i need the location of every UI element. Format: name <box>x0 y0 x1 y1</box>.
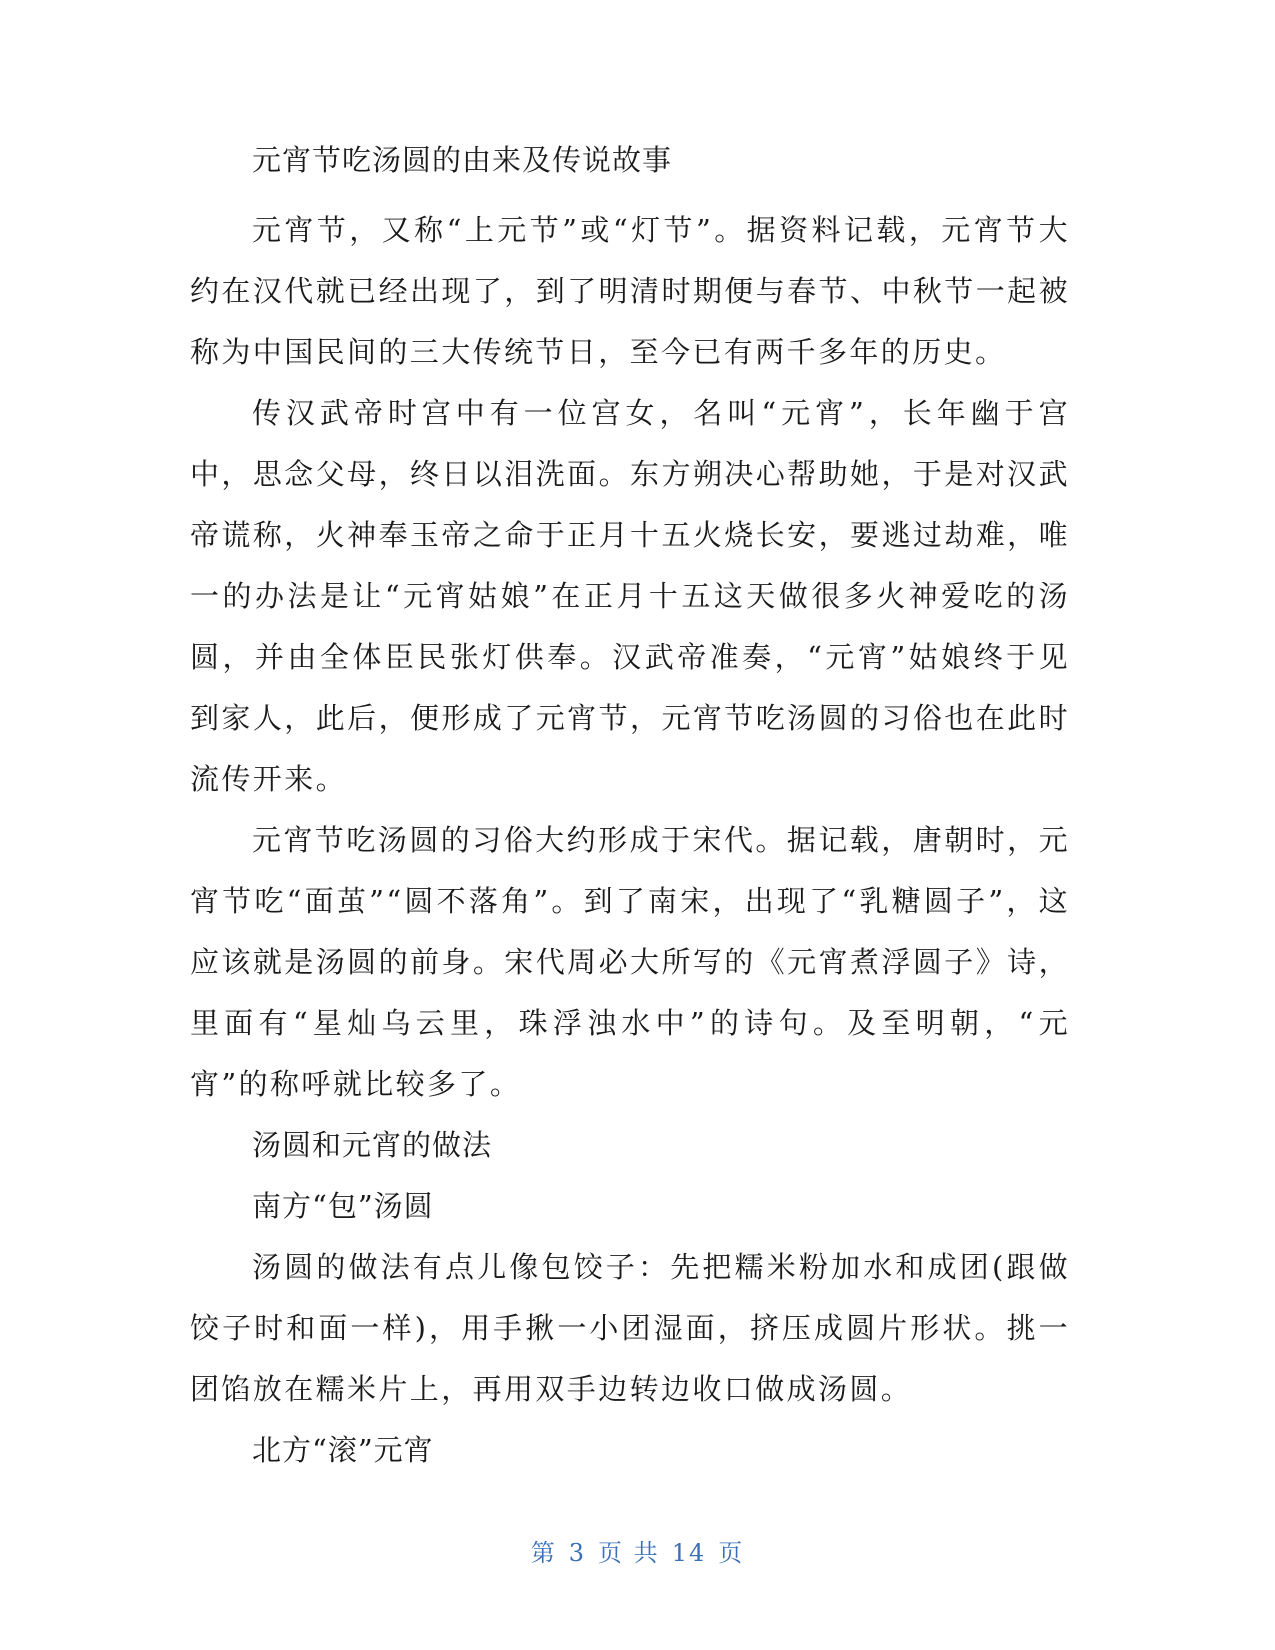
subsection-title-north: 北方“滚”元宵 <box>252 1433 434 1467</box>
footer-prefix: 第 <box>530 1539 557 1567</box>
footer-middle: 页 共 <box>598 1539 660 1567</box>
section-title-methods: 汤圆和元宵的做法 <box>252 1128 493 1162</box>
paragraph-intro: 元宵节，又称“上元节”或“灯节”。据资料记载，元宵节大约在汉代就已经出现了，到了明清时期便与春节、中秋节一起被称为中国民间的三大传统节日，至今已有两千多年的历史。 <box>190 213 1070 369</box>
footer-total-pages: 14 <box>671 1539 707 1567</box>
paragraph-history: 元宵节吃汤圆的习俗大约形成于宋代。据记载，唐朝时，元宵节吃“面茧”“圆不落角”。到了南宋，出现了“乳糖圆子”，这应该就是汤圆的前身。宋代周必大所写的《元宵煮浮圆子》诗，里面有“星灿乌云里，珠浮浊水中”的诗句。及至明朝，“元宵”的称呼就比较多了。 <box>190 823 1070 1101</box>
footer-page-number: 3 <box>568 1539 587 1567</box>
subsection-title-south: 南方“包”汤圆 <box>252 1189 434 1223</box>
footer-suffix: 页 <box>718 1539 745 1567</box>
page-footer <box>0 1538 1275 1568</box>
document-body <box>190 140 1070 1481</box>
paragraph-legend: 传汉武帝时宫中有一位宫女，名叫“元宵”，长年幽于宫中，思念父母，终日以泪洗面。东方朔决心帮助她，于是对汉武帝谎称，火神奉玉帝之命于正月十五火烧长安，要逃过劫难，唯一的办法是让“元宵姑娘”在正月十五这天做很多火神爱吃的汤圆，并由全体臣民张灯供奉。汉武帝准奏，“元宵”姑娘终于见到家人，此后，便形成了元宵节，元宵节吃汤圆的习俗也在此时流传开来。 <box>190 396 1070 796</box>
document-title: 元宵节吃汤圆的由来及传说故事 <box>252 143 673 177</box>
paragraph-south-method: 汤圆的做法有点儿像包饺子：先把糯米粉加水和成团(跟做饺子时和面一样)，用手揪一小团湿面，挤压成圆片形状。挑一团馅放在糯米片上，再用双手边转边收口做成汤圆。 <box>190 1250 1070 1406</box>
